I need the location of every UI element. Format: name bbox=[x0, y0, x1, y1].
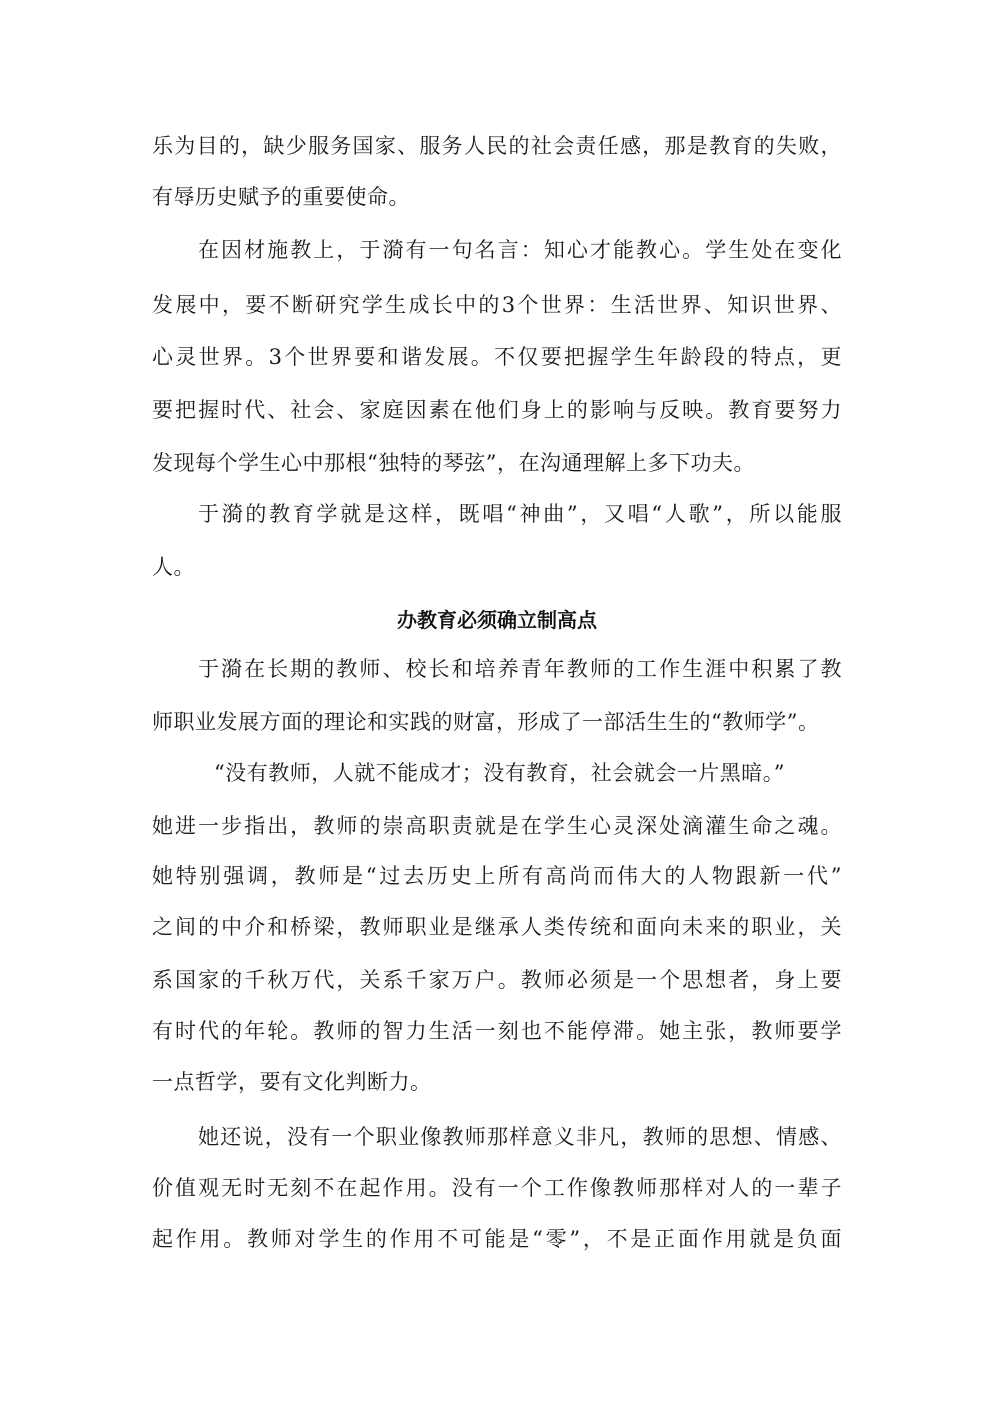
paragraph-line: 心灵世界。3个世界要和谐发展。不仅要把握学生年龄段的特点，更 bbox=[152, 345, 842, 369]
paragraph-line: 发展中，要不断研究学生成长中的3个世界：生活世界、知识世界、 bbox=[152, 293, 842, 317]
paragraph-line: 师职业发展方面的理论和实践的财富，形成了一部活生生的“教师学”。 bbox=[152, 710, 820, 734]
section-heading: 办教育必须确立制高点 bbox=[397, 608, 597, 632]
paragraph-line: 在因材施教上，于漪有一句名言：知心才能教心。学生处在变化 bbox=[198, 238, 842, 262]
paragraph-line: 系国家的千秋万代，关系千家万户。教师必须是一个思想者，身上要 bbox=[152, 968, 842, 992]
paragraph-line: 一点哲学，要有文化判断力。 bbox=[152, 1070, 432, 1094]
paragraph-line: “没有教师，人就不能成才；没有教育，社会就会一片黑暗。” bbox=[214, 761, 785, 785]
paragraph-line: 人。 bbox=[152, 555, 195, 579]
paragraph-line: 有时代的年轮。教师的智力生活一刻也不能停滞。她主张，教师要学 bbox=[152, 1019, 842, 1043]
paragraph-line: 价值观无时无刻不在起作用。没有一个工作像教师那样对人的一辈子 bbox=[152, 1176, 842, 1200]
paragraph-line: 之间的中介和桥梁，教师职业是继承人类传统和面向未来的职业，关 bbox=[152, 915, 842, 939]
paragraph-line: 乐为目的，缺少服务国家、服务人民的社会责任感，那是教育的失败， bbox=[152, 134, 842, 158]
paragraph-line: 于漪的教育学就是这样，既唱“神曲”，又唱“人歌”，所以能服 bbox=[198, 502, 842, 526]
paragraph-line: 于漪在长期的教师、校长和培养青年教师的工作生涯中积累了教 bbox=[198, 657, 842, 681]
paragraph-line: 起作用。教师对学生的作用不可能是“零”，不是正面作用就是负面 bbox=[152, 1227, 842, 1251]
paragraph-line: 她还说，没有一个职业像教师那样意义非凡，教师的思想、情感、 bbox=[198, 1125, 842, 1149]
paragraph-line: 要把握时代、社会、家庭因素在他们身上的影响与反映。教育要努力 bbox=[152, 398, 842, 422]
paragraph-line: 她进一步指出，教师的崇高职责就是在学生心灵深处滴灌生命之魂。 bbox=[152, 814, 842, 838]
paragraph-line: 她特别强调，教师是“过去历史上所有高尚而伟大的人物跟新一代” bbox=[152, 864, 842, 888]
paragraph-line: 有辱历史赋予的重要使命。 bbox=[152, 185, 410, 209]
paragraph-line: 发现每个学生心中那根“独特的琴弦”，在沟通理解上多下功夫。 bbox=[152, 451, 755, 475]
